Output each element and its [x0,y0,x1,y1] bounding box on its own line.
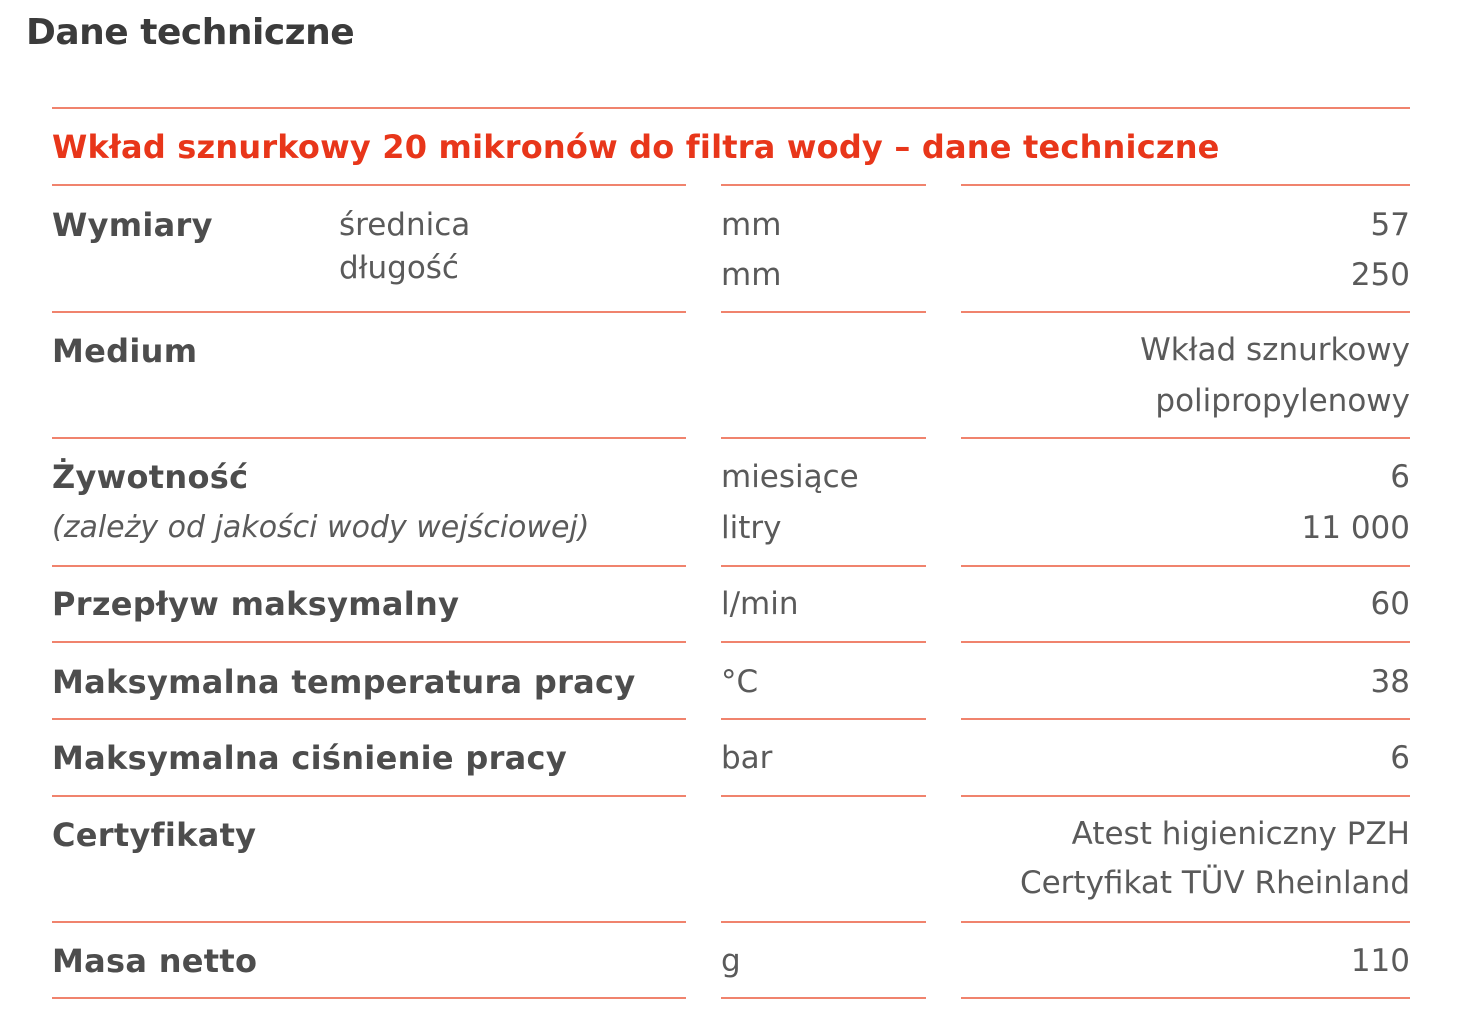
row-value: 57 [1370,207,1410,243]
row-value: 60 [1370,586,1410,622]
row-unit: °C [721,664,759,700]
table-title: Wkład sznurkowy 20 mikronów do filtra wody – dane techniczne [52,128,1220,166]
row-value: 110 [1350,943,1410,979]
row-sublabel: długość [339,250,459,286]
row-unit: bar [721,740,773,776]
row-value: 6 [1390,740,1410,776]
row-label: Przepływ maksymalny [52,585,460,623]
row-unit: mm [721,257,782,293]
row-value: Wkład sznurkowy [1140,332,1410,368]
row-unit: l/min [721,586,799,622]
row-label: Żywotność [52,458,249,496]
row-value: polipropylenowy [1155,383,1410,419]
row-label: Wymiary [52,206,213,244]
row-value: 6 [1390,459,1410,495]
row-value: Atest higieniczny PZH [1071,816,1410,852]
row-sublabel: średnica [339,207,471,243]
row-value: 250 [1350,257,1410,293]
row-unit: miesiące [721,459,859,495]
row-unit: g [721,943,741,979]
row-unit: mm [721,207,782,243]
row-label: Certyfikaty [52,816,257,854]
row-label: Maksymalna temperatura pracy [52,663,636,701]
row-note: (zależy od jakości wody wejściowej) [52,510,590,545]
row-label: Maksymalna ciśnienie pracy [52,739,567,777]
row-label: Medium [52,332,198,370]
row-value: 11 000 [1301,510,1410,546]
row-value: 38 [1370,664,1410,700]
row-unit: litry [721,510,782,546]
row-value: Certyfikat TÜV Rheinland [1019,865,1410,901]
row-label: Masa netto [52,942,258,980]
page-heading: Dane techniczne [26,12,355,53]
table-top-rule [52,107,1410,109]
